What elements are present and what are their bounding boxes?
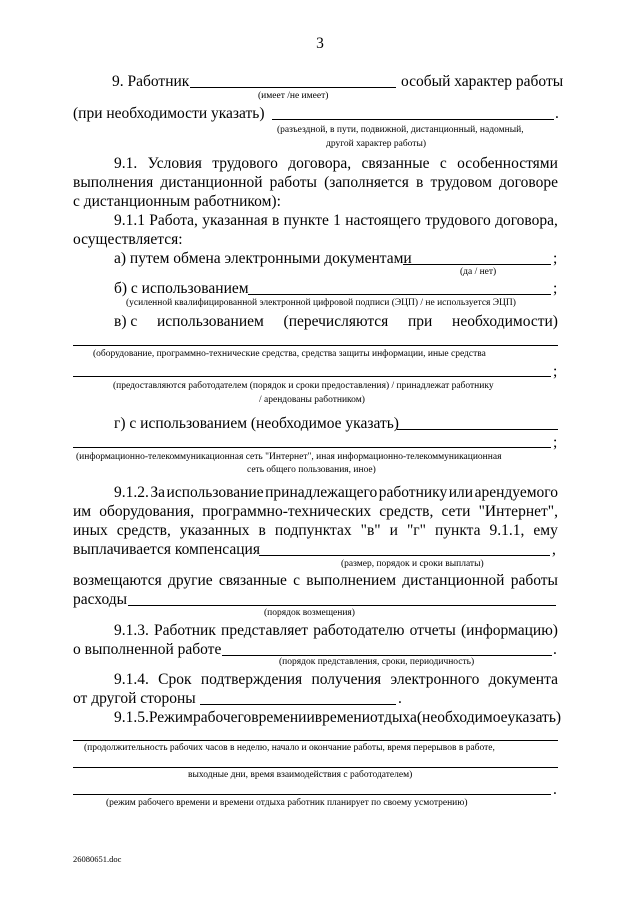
p913-w0: 9.1.3. <box>114 622 149 639</box>
p912-l2-w0: им <box>73 503 92 520</box>
p91-l2-w4: в <box>416 174 424 191</box>
p911-v-w3: при <box>408 313 433 330</box>
p915-end: . <box>553 781 557 798</box>
p912-l3-w9: 9.1.1, <box>489 522 525 539</box>
p91-w3: договора, <box>288 155 352 172</box>
p912-l1-w0: 9.1.2. <box>114 484 149 501</box>
p9-line2-end: . <box>555 105 559 122</box>
p915-w2: рабочего <box>192 709 252 726</box>
p913-w4: отчеты <box>409 622 456 639</box>
p911-v-hint2-line2: / арендованы работником) <box>259 395 365 405</box>
p911-w0: 9.1.1 <box>114 212 145 229</box>
p911-v-hint2-line1: (предоставляются работодателем (порядок и сроки предоставления) / принадлежат работнику <box>113 381 494 391</box>
p912-l2-w5: "Интернет", <box>478 503 558 520</box>
p91-w4: связанные <box>361 155 430 172</box>
p915-w7: (необходимое <box>416 709 508 726</box>
p913-line2-label: о выполненной работе <box>73 641 222 658</box>
p912-l3-w8: пункта <box>435 522 481 539</box>
p914-line2-end: . <box>398 690 402 707</box>
p911-w3: в <box>271 212 280 229</box>
p912-l3-w5: "в" <box>360 522 381 539</box>
p915-hint3: (режим рабочего времени и времени отдыха работник планирует по своему усмотрению) <box>106 798 468 808</box>
p911-w4: пункте <box>283 212 329 229</box>
p915-w3: времени <box>251 709 307 726</box>
p911-w6: настоящего <box>345 212 421 229</box>
p911-a-blank <box>403 264 551 265</box>
p912-l2-w3: средств, <box>379 503 434 520</box>
p9-character-blank <box>272 119 554 120</box>
p914-line1 <box>114 672 558 688</box>
p912-l2-w2: программно-технических <box>202 503 372 520</box>
p912-hint2: (порядок возмещения) <box>264 608 355 618</box>
p915-blank1 <box>73 740 558 741</box>
p912-l5-w5: дистанционной <box>402 572 505 589</box>
p911-g-label: г) с использованием (необходимое указать) <box>114 415 399 432</box>
p9-hint2-line1: (разъездной, в пути, подвижной, дистанционный, надомный, <box>277 125 524 135</box>
p912-line6-label: расходы <box>73 591 128 608</box>
p911-g-blank1 <box>397 429 558 430</box>
p9-hint1: (имеет /не имеет) <box>258 91 329 101</box>
p912-l5-w1: другие <box>167 572 213 589</box>
p911-v-blank2 <box>73 376 551 377</box>
p912-l1-w2: использование <box>166 484 264 501</box>
p913-w1: Работник <box>154 622 216 639</box>
p911-b-label: б) с использованием <box>114 280 249 297</box>
p913-w2: представляет <box>221 622 309 639</box>
p911-v-w1: использованием <box>156 313 264 330</box>
p9-hint2-line2: другой характер работы) <box>326 139 426 149</box>
p915-w8: указать) <box>507 709 562 726</box>
p911-v-w2: (перечисляются <box>283 313 389 330</box>
p915-w4: и <box>306 709 315 726</box>
p91-l2-w5: трудовом <box>430 174 492 191</box>
p914-w4: электронного <box>390 671 480 688</box>
p912-l3-w10: ему <box>533 522 558 539</box>
p912-line2 <box>73 504 558 520</box>
p91-l2-w2: работы <box>269 174 317 191</box>
p912-l3-w0: иных <box>73 522 108 539</box>
p91-w1: Условия <box>147 155 202 172</box>
p915-hint1: (продолжительность рабочих часов в неделю, начало и окончание работы, время перерывов в работе, <box>84 743 495 753</box>
p911-a-hint: (да / нет) <box>460 267 497 277</box>
p913-w3: работодателю <box>313 622 405 639</box>
p912-l1-w5: или <box>448 484 474 501</box>
p912-l1-w1: За <box>150 484 166 501</box>
p912-l1-w4: работнику <box>378 484 448 501</box>
p911-v-end: ; <box>553 363 558 380</box>
p915-blank3 <box>73 794 551 795</box>
p9-line1-suffix: особый характер работы <box>401 73 564 90</box>
p912-line5 <box>73 573 558 589</box>
p912-l3-w1: средств, <box>116 522 171 539</box>
p911-w5: 1 <box>333 212 341 229</box>
p912-l3-w6: и <box>389 522 398 539</box>
p91-line1 <box>114 156 558 172</box>
p914-w0: 9.1.4. <box>114 671 149 688</box>
p911-line1 <box>114 213 558 229</box>
p91-l2-w0: выполнения <box>73 174 154 191</box>
p914-line2-label: от другой стороны <box>73 690 196 707</box>
p912-line4-end: , <box>552 541 556 558</box>
p91-line3: с дистанционным работником): <box>73 193 281 210</box>
p911-a-end: ; <box>553 250 558 267</box>
page-number: 3 <box>316 35 324 52</box>
p911-line2: осуществляется: <box>73 231 183 248</box>
p912-l5-w6: работы <box>510 572 558 589</box>
p911-w1: Работа, <box>149 212 198 229</box>
p911-g-blank2 <box>73 447 551 448</box>
p914-w2: подтверждения <box>200 671 303 688</box>
p912-l3-w2: указанных <box>179 522 250 539</box>
p912-l3-w7: "г" <box>406 522 426 539</box>
p91-l2-w1: дистанционной <box>160 174 263 191</box>
p912-line3 <box>73 523 558 539</box>
p912-line4-label: выплачивается компенсация <box>73 541 260 558</box>
p911-v-line <box>114 314 558 330</box>
p911-v-w4: необходимости) <box>452 313 558 330</box>
p912-l1-w6: арендуемого <box>474 484 558 501</box>
p91-w2: трудового <box>212 155 278 172</box>
p912-l5-w3: с <box>293 572 301 589</box>
p914-w5: документа <box>488 671 558 688</box>
p912-l5-w0: возмещаются <box>73 572 162 589</box>
p9-line1-label: 9. Работник <box>112 73 190 90</box>
p915-hint2: выходные дни, время взаимодействия с работодателем) <box>188 770 413 780</box>
p911-v-w0: в) с <box>114 313 138 330</box>
p915-w6: отдыха <box>370 709 417 726</box>
p911-b-hint: (усиленной квалифицированной электронной цифровой подписи (ЭЦП) / не используется ЭЦП) <box>126 298 516 308</box>
p91-line2 <box>73 175 558 191</box>
p911-w2: указанная <box>202 212 268 229</box>
p915-blank2 <box>73 767 558 768</box>
footer-filename: 26080651.doc <box>73 854 122 864</box>
p912-line1 <box>114 485 558 501</box>
p911-g-hint2: сеть общего пользования, иное) <box>247 465 376 475</box>
p911-v-hint1: (оборудование, программно-технические средства, средства защиты информации, иные средства <box>93 349 486 359</box>
p91-w6: особенностями <box>457 155 558 172</box>
p915-w1: Режим <box>148 709 193 726</box>
p914-w1: Срок <box>158 671 192 688</box>
p913-line1 <box>114 623 558 639</box>
p913-hint: (порядок представления, сроки, периодичность) <box>279 657 475 667</box>
p912-l5-w2: связанные <box>218 572 287 589</box>
p911-v-blank1 <box>73 345 558 346</box>
p9-line2-label: (при необходимости указать) <box>73 105 265 122</box>
p911-a-label: а) путем обмена электронными документами <box>114 250 412 267</box>
p915-line1 <box>114 709 562 726</box>
p91-w5: с <box>439 155 447 172</box>
p911-w7: трудового <box>425 212 491 229</box>
p9-worker-blank <box>190 87 396 88</box>
p912-l2-w4: сети <box>441 503 471 520</box>
p915-w0: 9.1.5. <box>114 709 149 726</box>
p912-l1-w3: принадлежащего <box>265 484 378 501</box>
p912-hint1: (размер, порядок и сроки выплаты) <box>341 559 484 569</box>
p912-compensation-blank <box>259 555 550 556</box>
p911-g-end: ; <box>553 434 558 451</box>
p913-report-blank <box>222 655 552 656</box>
p914-w3: получения <box>311 671 382 688</box>
p911-b-end: ; <box>553 280 558 297</box>
p911-g-hint1: (информационно-телекоммуникационная сеть "Интернет", иная информационно-телекоммуникационная <box>76 452 502 462</box>
p913-line2-end: . <box>553 641 557 658</box>
p91-l2-w3: (заполняется <box>324 174 409 191</box>
p912-expenses-blank <box>128 605 556 606</box>
p914-term-blank <box>200 704 396 705</box>
p915-w5: времени <box>314 709 371 726</box>
p91-w0: 9.1. <box>114 155 138 172</box>
p912-l2-w1: оборудования, <box>99 503 195 520</box>
p91-l2-w6: договоре <box>499 174 558 191</box>
p912-l3-w3: в <box>258 522 266 539</box>
p911-b-blank <box>248 294 551 295</box>
p913-w5: (информацию) <box>461 622 558 639</box>
p911-w8: договора, <box>495 212 558 229</box>
p912-l3-w4: подпунктах <box>274 522 352 539</box>
p912-l5-w4: выполнением <box>306 572 397 589</box>
